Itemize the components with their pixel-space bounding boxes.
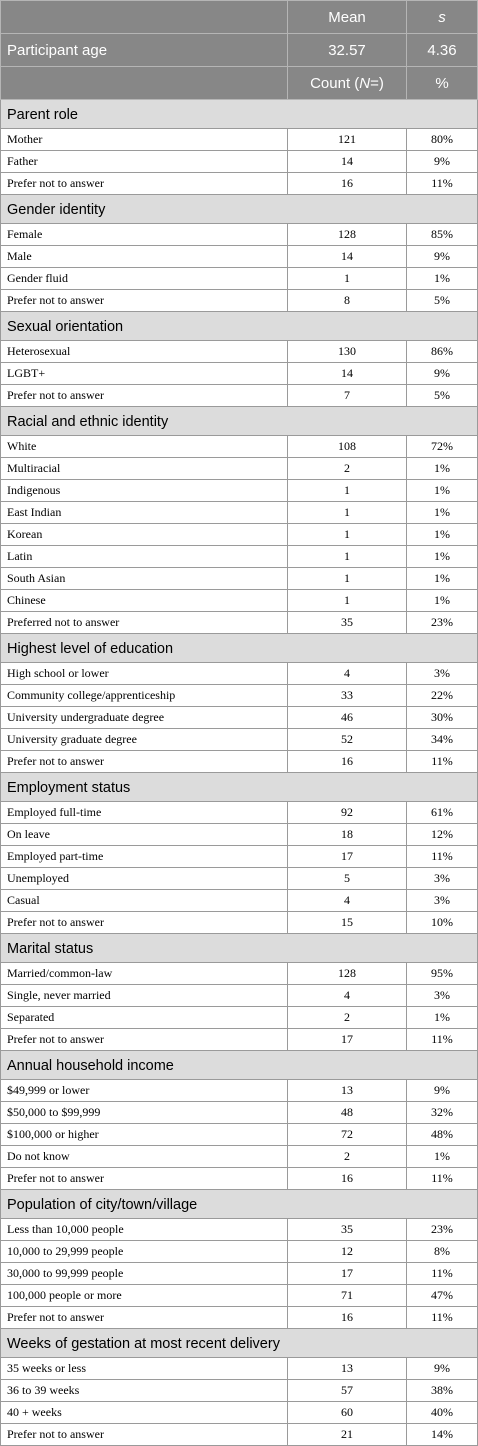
section-title: Employment status [1, 773, 478, 802]
row-label: Mother [1, 129, 288, 151]
row-count: 60 [288, 1402, 407, 1424]
table-row [1, 802, 478, 824]
row-label: Employed part-time [1, 846, 288, 868]
row-count: 108 [288, 436, 407, 458]
row-label: University undergraduate degree [1, 707, 288, 729]
row-label: High school or lower [1, 663, 288, 685]
row-label: Prefer not to answer [1, 385, 288, 407]
row-label: Korean [1, 524, 288, 546]
row-label: Unemployed [1, 868, 288, 890]
row-percent: 1% [407, 590, 478, 612]
section-header-row [1, 195, 478, 224]
row-percent: 48% [407, 1124, 478, 1146]
section-title: Gender identity [1, 195, 478, 224]
row-count: 7 [288, 385, 407, 407]
row-percent: 38% [407, 1380, 478, 1402]
header-row-stats [1, 1, 478, 34]
row-label: Employed full-time [1, 802, 288, 824]
table-row [1, 1080, 478, 1102]
section-header-row [1, 1329, 478, 1358]
table-row [1, 546, 478, 568]
count-header-n: N [359, 74, 371, 92]
row-count: 121 [288, 129, 407, 151]
row-label: Female [1, 224, 288, 246]
section-title: Annual household income [1, 1051, 478, 1080]
row-count: 52 [288, 729, 407, 751]
row-percent: 80% [407, 129, 478, 151]
row-percent: 47% [407, 1285, 478, 1307]
section-header-row [1, 312, 478, 341]
row-label: Prefer not to answer [1, 173, 288, 195]
table-row [1, 1380, 478, 1402]
participant-age-row [1, 34, 478, 67]
row-label: University graduate degree [1, 729, 288, 751]
table-row [1, 912, 478, 934]
row-percent: 9% [407, 246, 478, 268]
table-row [1, 1358, 478, 1380]
row-percent: 1% [407, 1146, 478, 1168]
row-label: East Indian [1, 502, 288, 524]
row-percent: 32% [407, 1102, 478, 1124]
table-row [1, 1263, 478, 1285]
table-row [1, 846, 478, 868]
section-title: Population of city/town/village [1, 1190, 478, 1219]
row-count: 18 [288, 824, 407, 846]
row-label: Do not know [1, 1146, 288, 1168]
section-header-row [1, 1051, 478, 1080]
row-percent: 95% [407, 963, 478, 985]
table-row [1, 985, 478, 1007]
table-row [1, 1146, 478, 1168]
table-row [1, 129, 478, 151]
row-count: 33 [288, 685, 407, 707]
section-header-row [1, 634, 478, 663]
count-header-prefix: Count ( [310, 74, 360, 92]
row-percent: 5% [407, 385, 478, 407]
row-percent: 9% [407, 151, 478, 173]
mean-header: Mean [288, 1, 407, 34]
table-row [1, 590, 478, 612]
header-empty-cell [1, 1, 288, 34]
row-percent: 11% [407, 173, 478, 195]
table-row [1, 151, 478, 173]
row-percent: 3% [407, 868, 478, 890]
row-count: 16 [288, 751, 407, 773]
section-title: Weeks of gestation at most recent delivery [1, 1329, 478, 1358]
row-label: 36 to 39 weeks [1, 1380, 288, 1402]
table-row [1, 685, 478, 707]
row-count: 17 [288, 1263, 407, 1285]
count-header [288, 67, 407, 100]
row-label: Father [1, 151, 288, 173]
participant-age-label: Participant age [1, 34, 288, 67]
row-count: 16 [288, 173, 407, 195]
row-label: Heterosexual [1, 341, 288, 363]
row-percent: 3% [407, 663, 478, 685]
table-row [1, 524, 478, 546]
table-row [1, 612, 478, 634]
row-percent: 1% [407, 1007, 478, 1029]
section-header-row [1, 407, 478, 436]
row-percent: 11% [407, 1307, 478, 1329]
row-count: 2 [288, 458, 407, 480]
row-count: 128 [288, 963, 407, 985]
row-percent: 11% [407, 1263, 478, 1285]
row-label: $100,000 or higher [1, 1124, 288, 1146]
table-row [1, 385, 478, 407]
table-row [1, 707, 478, 729]
row-label: Prefer not to answer [1, 1029, 288, 1051]
row-percent: 23% [407, 1219, 478, 1241]
table-row [1, 436, 478, 458]
row-count: 1 [288, 568, 407, 590]
row-label: LGBT+ [1, 363, 288, 385]
row-label: Multiracial [1, 458, 288, 480]
row-label: 35 weeks or less [1, 1358, 288, 1380]
row-count: 14 [288, 151, 407, 173]
row-percent: 22% [407, 685, 478, 707]
row-label: Prefer not to answer [1, 751, 288, 773]
row-percent: 8% [407, 1241, 478, 1263]
section-header-row [1, 1190, 478, 1219]
row-percent: 14% [407, 1424, 478, 1446]
row-count: 48 [288, 1102, 407, 1124]
row-percent: 61% [407, 802, 478, 824]
sd-header: s [407, 1, 478, 34]
row-count: 13 [288, 1358, 407, 1380]
table-row [1, 1307, 478, 1329]
row-count: 1 [288, 502, 407, 524]
table-row [1, 1124, 478, 1146]
table-row [1, 1424, 478, 1446]
table-body [1, 1, 478, 1446]
row-label: Prefer not to answer [1, 912, 288, 934]
row-percent: 11% [407, 846, 478, 868]
row-percent: 9% [407, 1358, 478, 1380]
row-label: Single, never married [1, 985, 288, 1007]
count-header-suffix: =) [370, 74, 384, 92]
table-row [1, 290, 478, 312]
section-title: Highest level of education [1, 634, 478, 663]
row-label: Community college/apprenticeship [1, 685, 288, 707]
row-count: 4 [288, 985, 407, 1007]
table-row [1, 568, 478, 590]
row-label: 100,000 people or more [1, 1285, 288, 1307]
table-row [1, 458, 478, 480]
row-count: 35 [288, 612, 407, 634]
row-label: Prefer not to answer [1, 290, 288, 312]
table-row [1, 363, 478, 385]
row-percent: 10% [407, 912, 478, 934]
row-count: 1 [288, 268, 407, 290]
row-count: 57 [288, 1380, 407, 1402]
row-count: 2 [288, 1146, 407, 1168]
row-count: 17 [288, 846, 407, 868]
table-row [1, 480, 478, 502]
table-row [1, 663, 478, 685]
row-percent: 1% [407, 524, 478, 546]
row-count: 8 [288, 290, 407, 312]
section-title: Marital status [1, 934, 478, 963]
table-row [1, 173, 478, 195]
table-row [1, 1029, 478, 1051]
section-header-row [1, 934, 478, 963]
row-label: Married/common-law [1, 963, 288, 985]
row-label: On leave [1, 824, 288, 846]
row-count: 15 [288, 912, 407, 934]
row-count: 92 [288, 802, 407, 824]
table-row [1, 890, 478, 912]
row-count: 4 [288, 663, 407, 685]
row-count: 1 [288, 546, 407, 568]
table-row [1, 1219, 478, 1241]
table-row [1, 1241, 478, 1263]
table-row [1, 1285, 478, 1307]
row-percent: 11% [407, 1029, 478, 1051]
table-row [1, 246, 478, 268]
table-row [1, 1102, 478, 1124]
row-label: Prefer not to answer [1, 1307, 288, 1329]
row-percent: 1% [407, 480, 478, 502]
row-count: 72 [288, 1124, 407, 1146]
row-count: 35 [288, 1219, 407, 1241]
row-count: 1 [288, 480, 407, 502]
row-label: White [1, 436, 288, 458]
row-label: Latin [1, 546, 288, 568]
row-count: 2 [288, 1007, 407, 1029]
row-percent: 5% [407, 290, 478, 312]
row-percent: 11% [407, 751, 478, 773]
row-percent: 85% [407, 224, 478, 246]
table-row [1, 963, 478, 985]
row-label: South Asian [1, 568, 288, 590]
row-label: Gender fluid [1, 268, 288, 290]
section-title: Parent role [1, 100, 478, 129]
row-label: Less than 10,000 people [1, 1219, 288, 1241]
row-count: 46 [288, 707, 407, 729]
row-label: Chinese [1, 590, 288, 612]
row-count: 12 [288, 1241, 407, 1263]
row-percent: 30% [407, 707, 478, 729]
row-percent: 1% [407, 458, 478, 480]
row-count: 4 [288, 890, 407, 912]
row-count: 71 [288, 1285, 407, 1307]
row-label: Indigenous [1, 480, 288, 502]
percent-header: % [407, 67, 478, 100]
table-row [1, 824, 478, 846]
participant-age-mean: 32.57 [288, 34, 407, 67]
row-count: 16 [288, 1168, 407, 1190]
participant-age-sd: 4.36 [407, 34, 478, 67]
row-label: Male [1, 246, 288, 268]
table-row [1, 868, 478, 890]
row-percent: 3% [407, 985, 478, 1007]
row-label: Prefer not to answer [1, 1168, 288, 1190]
row-label: $50,000 to $99,999 [1, 1102, 288, 1124]
row-count: 16 [288, 1307, 407, 1329]
row-percent: 1% [407, 568, 478, 590]
row-percent: 12% [407, 824, 478, 846]
row-count: 128 [288, 224, 407, 246]
row-label: $49,999 or lower [1, 1080, 288, 1102]
row-label: Prefer not to answer [1, 1424, 288, 1446]
row-percent: 72% [407, 436, 478, 458]
row-count: 5 [288, 868, 407, 890]
row-percent: 40% [407, 1402, 478, 1424]
row-label: 40 + weeks [1, 1402, 288, 1424]
row-label: Preferred not to answer [1, 612, 288, 634]
table-row [1, 1168, 478, 1190]
table-row [1, 1007, 478, 1029]
row-count: 17 [288, 1029, 407, 1051]
row-percent: 9% [407, 1080, 478, 1102]
row-percent: 1% [407, 268, 478, 290]
header-row-counts [1, 67, 478, 100]
row-percent: 1% [407, 546, 478, 568]
row-count: 13 [288, 1080, 407, 1102]
header-empty-cell [1, 67, 288, 100]
row-count: 14 [288, 363, 407, 385]
row-percent: 1% [407, 502, 478, 524]
section-title: Racial and ethnic identity [1, 407, 478, 436]
table-row [1, 751, 478, 773]
table-row [1, 729, 478, 751]
row-percent: 86% [407, 341, 478, 363]
row-count: 130 [288, 341, 407, 363]
row-percent: 34% [407, 729, 478, 751]
row-label: Separated [1, 1007, 288, 1029]
table-row [1, 268, 478, 290]
table-row [1, 341, 478, 363]
row-percent: 11% [407, 1168, 478, 1190]
section-title: Sexual orientation [1, 312, 478, 341]
row-label: Casual [1, 890, 288, 912]
row-percent: 3% [407, 890, 478, 912]
row-label: 10,000 to 29,999 people [1, 1241, 288, 1263]
table-row [1, 1402, 478, 1424]
row-count: 14 [288, 246, 407, 268]
row-percent: 23% [407, 612, 478, 634]
section-header-row [1, 100, 478, 129]
row-count: 21 [288, 1424, 407, 1446]
row-label: 30,000 to 99,999 people [1, 1263, 288, 1285]
table-row [1, 502, 478, 524]
row-percent: 9% [407, 363, 478, 385]
row-count: 1 [288, 524, 407, 546]
section-header-row [1, 773, 478, 802]
row-count: 1 [288, 590, 407, 612]
table-row [1, 224, 478, 246]
